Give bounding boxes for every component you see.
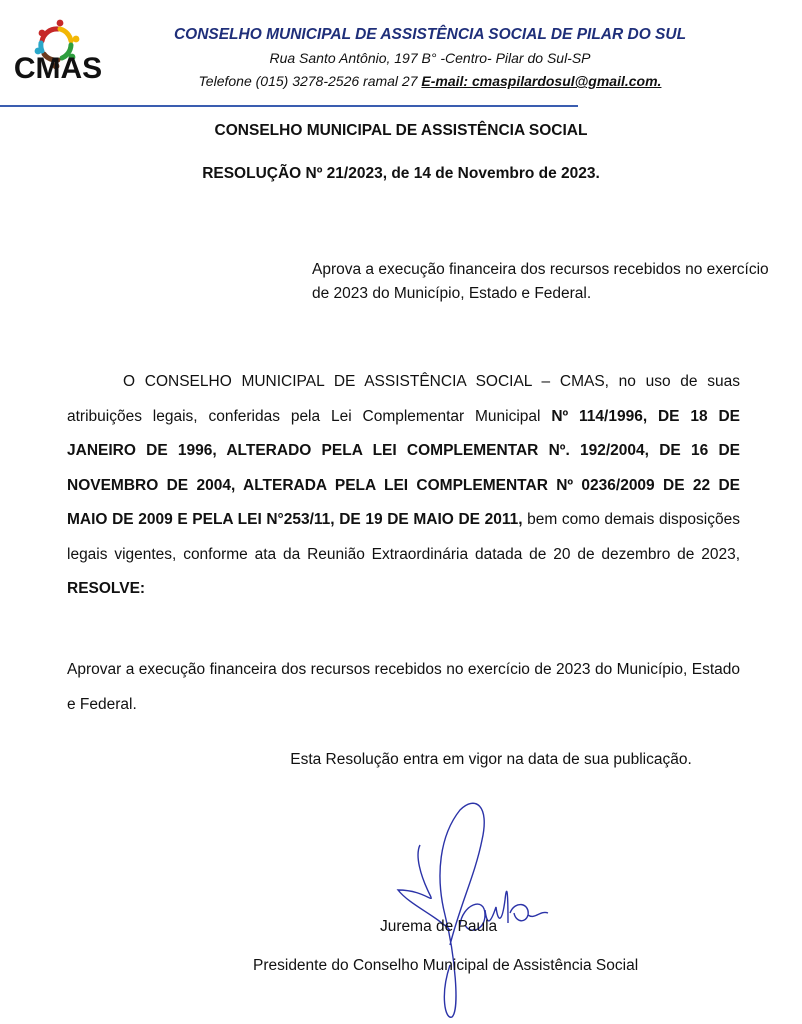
preamble-text-2: bem como demais disposições legais vigentes, conforme ata da Reunião Extraordinária datada de 20 de dezembro de 2023, [67,511,740,563]
preamble-text-1: O CONSELHO MUNICIPAL DE ASSISTÊNCIA SOCIAL – CMAS, no uso de suas atribuições legais, conferidas pela Lei Complementar Municipal [67,373,740,425]
letterhead-email[interactable]: E-mail: cmaspilardosul@gmail.com. [421,73,662,89]
preamble-laws: Nº 114/1996, DE 18 DE JANEIRO DE 1996, ALTERADO PELA LEI COMPLEMENTAR Nº. 192/2004, DE 16 DE NOVEMBRO DE 2004, ALTERADA PELA LEI COMPLEMENTAR Nº 0236/2009 DE 22 DE MAIO DE 2009 E PELA LEI N°253/11, DE 19 DE MAIO DE 2011, [67,407,740,528]
resolve-label: RESOLVE: [67,580,146,597]
signature-image [390,795,570,1020]
letterhead-address: Rua Santo Antônio, 197 B° -Centro- Pilar do Sul-SP [269,50,591,66]
preamble-paragraph [67,365,740,607]
letterhead-phone: Telefone (015) 3278-2526 ramal 27 [198,73,422,89]
logo-text: CMAS [13,52,103,85]
letterhead-contact [140,73,720,89]
header-divider [0,105,578,107]
effective-date-clause: Esta Resolução entra em vigor na data de sua publicação. [290,751,692,768]
signatory-role: Presidente do Conselho Municipal de Assistência Social [253,957,639,974]
resolution-summary: Aprova a execução financeira dos recursos recebidos no exercício de 2023 do Município, Estado e Federal. [312,261,769,302]
resolution-title: RESOLUÇÃO Nº 21/2023, de 14 de Novembro de 2023. [202,165,600,182]
letterhead-organization: CONSELHO MUNICIPAL DE ASSISTÊNCIA SOCIAL DE PILAR DO SUL [173,26,687,43]
signatory-name: Jurema de Paula [380,918,498,935]
resolution-article: Aprovar a execução financeira dos recursos recebidos no exercício de 2023 do Município, Estado e Federal. [67,661,740,713]
council-title: CONSELHO MUNICIPAL DE ASSISTÊNCIA SOCIAL [214,122,588,139]
